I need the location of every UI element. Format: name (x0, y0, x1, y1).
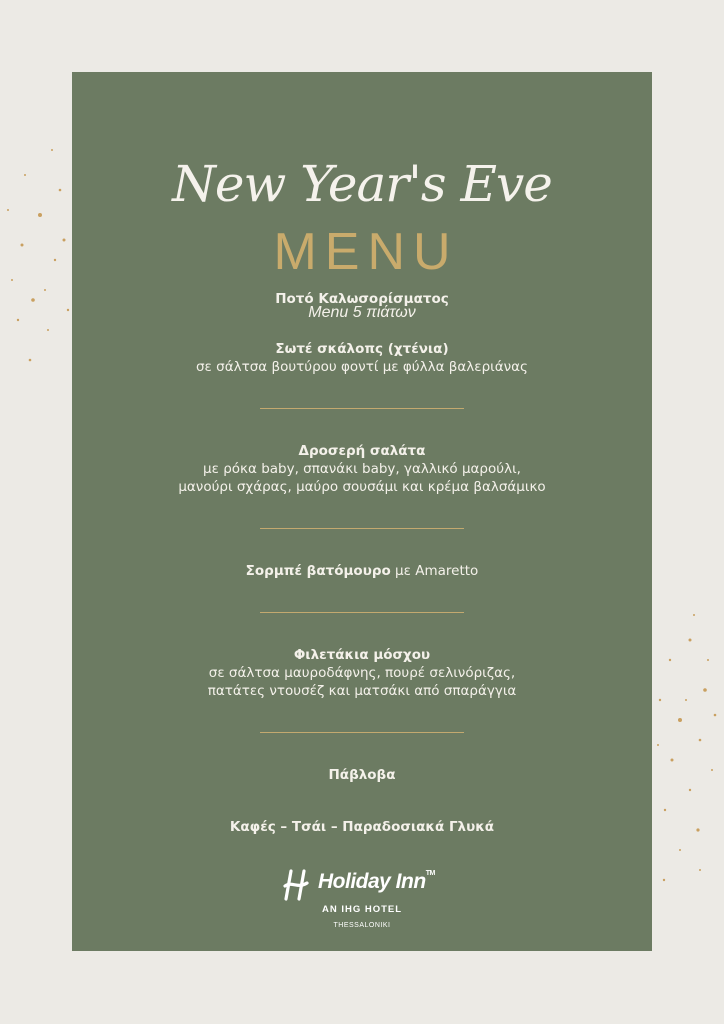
trademark-symbol: TM (425, 870, 435, 877)
menu-subtitle: Menu 5 πιάτων (308, 304, 416, 321)
logo-tagline: AN IHG HOTEL (321, 904, 403, 915)
logo-city: THESSALONIKI (333, 922, 391, 929)
logo-wordmark: Holiday Inn™ (318, 870, 435, 893)
divider (260, 528, 464, 529)
course-name: Δροσερή σαλάτα (298, 443, 426, 459)
menu-card (72, 72, 652, 951)
course-description: με ρόκα baby, σπανάκι baby, γαλλικό μαρούλι, (203, 461, 521, 477)
course-name: Πάβλοβα (328, 767, 396, 783)
menu-title-script: New Year's Eve (172, 155, 552, 213)
course-scallops (72, 340, 652, 376)
course-description: σε σάλτσα βουτύρου φοντί με φύλλα βαλεριάνας (196, 359, 528, 375)
course-coffee-tea-sweets (72, 818, 652, 836)
divider (260, 408, 464, 409)
course-name: Σωτέ σκάλοπς (χτένια) (275, 341, 449, 357)
course-pavlova (72, 766, 652, 784)
course-description: μανούρι σχάρας, μαύρο σουσάμι και κρέμα βαλσάμικο (178, 479, 546, 495)
course-name: Ποτό Καλωσορίσματος (275, 291, 449, 307)
course-description: πατάτες ντουσέζ και ματσάκι από σπαράγγια (207, 683, 517, 699)
course-inline-description: με Amaretto (390, 563, 479, 579)
course-sorbet (72, 562, 652, 580)
divider (260, 612, 464, 613)
menu-title: MENU (273, 223, 459, 281)
course-name: Φιλετάκια μόσχου (293, 647, 431, 663)
course-beef-fillet (72, 646, 652, 700)
course-salad (72, 442, 652, 496)
holiday-inn-logo (72, 868, 652, 938)
holiday-inn-h-icon (280, 868, 312, 902)
divider (260, 732, 464, 733)
course-welcome-drink (72, 290, 652, 308)
course-description: σε σάλτσα μαυροδάφνης, πουρέ σελινόριζας, (208, 665, 516, 681)
course-name: Καφές – Τσάι – Παραδοσιακά Γλυκά (229, 819, 495, 835)
course-name: Σορμπέ βατόμουρο (245, 563, 391, 579)
